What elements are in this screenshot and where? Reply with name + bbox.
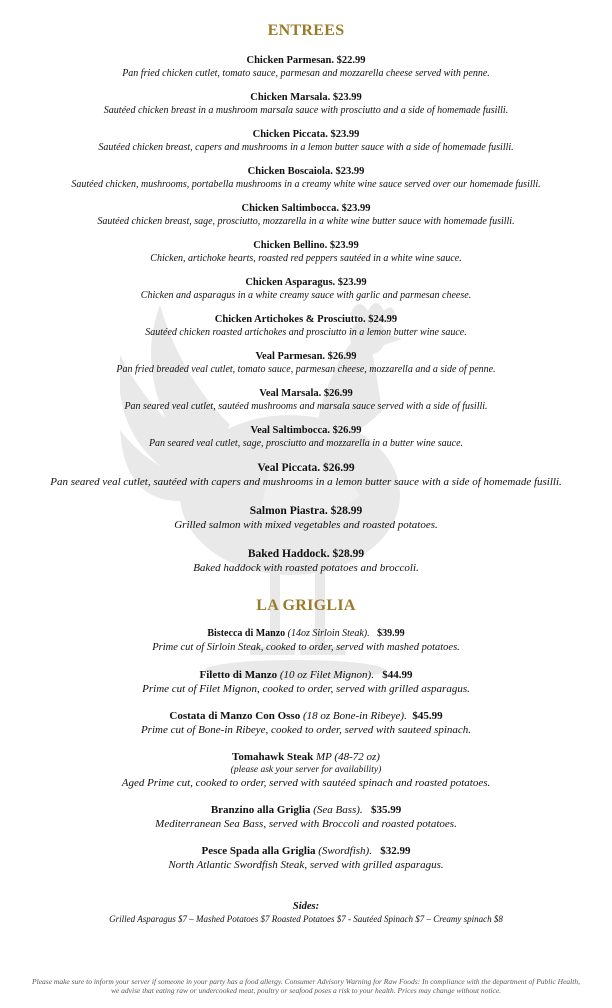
item-name: Chicken Parmesan. $22.99 <box>246 55 366 66</box>
griglia-heading: LA GRIGLIA <box>256 597 356 614</box>
item-description: Aged Prime cut, cooked to order, served with sautéed spinach and roasted potatoes. <box>121 777 491 789</box>
menu-item <box>14 165 598 191</box>
sides-section <box>14 900 598 925</box>
item-note: (please ask your server for availability) <box>230 765 382 775</box>
item-name: Veal Piccata. $26.99 <box>257 462 355 474</box>
item-size: (Sea Bass). <box>313 804 363 816</box>
item-name: Veal Parmesan. $26.99 <box>255 351 357 362</box>
item-description: Sautéed chicken breast, capers and mushrooms in a lemon butter sauce with a side of homemade fusilli. <box>98 142 514 153</box>
item-name-line <box>14 844 598 858</box>
menu-item <box>14 239 598 265</box>
allergy-disclaimer: Please make sure to inform your server if someone in your party has a food allergy. Consumer Advisory Warning for Raw Foods: In compliance with the department of Public Health, we advise that eating raw or undercooked meat, poultry or seafood poses a risk to your health. Prices may change without notice. <box>32 977 580 995</box>
item-name-line <box>14 803 598 817</box>
item-price: $39.99 <box>377 628 405 639</box>
item-size: (10 oz Filet Mignon). <box>279 669 374 681</box>
item-name: Costata di Manzo Con Osso <box>169 710 301 722</box>
item-name: Branzino alla Griglia <box>210 804 311 816</box>
item-size: MP (48-72 oz) <box>315 751 380 763</box>
item-description: Pan seared veal cutlet, sautéed mushrooms and marsala sauce served with a side of fusilli. <box>124 401 488 412</box>
item-description: Pan seared veal cutlet, sage, prosciutto and mozzarella in a butter wine sauce. <box>148 438 464 449</box>
menu-item <box>14 504 598 532</box>
item-name-line <box>14 627 598 641</box>
sides-list: Grilled Asparagus $7 – Mashed Potatoes $7 Roasted Potatoes $7 - Sautéed Spinach $7 – Creamy spinach $8 <box>109 914 503 924</box>
griglia-list <box>14 627 598 872</box>
item-description: Pan fried breaded veal cutlet, tomato sauce, parmesan cheese, mozzarella and a side of penne. <box>116 364 496 375</box>
menu-item <box>14 128 598 154</box>
item-name: Salmon Piastra. $28.99 <box>249 505 363 517</box>
sides-title: Sides: <box>292 901 320 912</box>
item-name: Chicken Boscaiola. $23.99 <box>247 166 365 177</box>
item-name: Chicken Asparagus. $23.99 <box>245 277 367 288</box>
item-name-line <box>14 709 598 723</box>
item-description: Sautéed chicken breast in a mushroom marsala sauce with prosciutto and a side of homemade fusilli. <box>103 105 509 116</box>
menu-item <box>14 313 598 339</box>
item-description: North Atlantic Swordfish Steak, served with grilled asparagus. <box>168 859 444 871</box>
item-name: Chicken Marsala. $23.99 <box>250 92 362 103</box>
entrees-heading: ENTREES <box>267 22 345 39</box>
item-description: Chicken, artichoke hearts, roasted red peppers sautéed in a white wine sauce. <box>150 253 462 264</box>
item-name: Chicken Artichokes & Prosciutto. $24.99 <box>214 314 398 325</box>
item-name: Veal Saltimbocca. $26.99 <box>250 425 362 436</box>
menu-item <box>14 803 598 831</box>
item-description: Chicken and asparagus in a white creamy sauce with garlic and parmesan cheese. <box>140 290 472 301</box>
menu-item <box>14 424 598 450</box>
menu-item <box>14 54 598 80</box>
item-name: Baked Haddock. $28.99 <box>247 548 365 560</box>
item-description: Prime cut of Bone-in Ribeye, cooked to order, served with sauteed spinach. <box>140 724 472 736</box>
item-description: Prime cut of Sirloin Steak, cooked to order, served with mashed potatoes. <box>152 642 460 653</box>
item-description: Prime cut of Filet Mignon, cooked to order, served with grilled asparagus. <box>142 683 470 695</box>
item-description: Pan seared veal cutlet, sautéed with capers and mushrooms in a lemon butter sauce with a side of homemade fusilli. <box>50 476 562 488</box>
item-size: (14oz Sirloin Steak). <box>287 628 370 639</box>
menu-item <box>14 709 598 737</box>
menu-item <box>14 844 598 872</box>
item-name: Chicken Saltimbocca. $23.99 <box>241 203 371 214</box>
menu-item <box>14 91 598 117</box>
item-description: Grilled salmon with mixed vegetables and roasted potatoes. <box>174 519 438 531</box>
menu-item <box>14 627 598 655</box>
item-size: (18 oz Bone-in Ribeye). <box>302 710 407 722</box>
item-name: Pesce Spada alla Griglia <box>201 845 316 857</box>
item-name: Bistecca di Manzo <box>207 628 286 639</box>
item-description: Sautéed chicken breast, sage, prosciutto, mozzarella in a white wine butter sauce with homemade fusilli. <box>97 216 515 227</box>
item-name: Filetto di Manzo <box>199 669 278 681</box>
item-name: Chicken Bellino. $23.99 <box>253 240 359 251</box>
entrees-list <box>14 54 598 575</box>
item-price: $45.99 <box>412 710 443 722</box>
item-description: Sautéed chicken, mushrooms, portabella mushrooms in a creamy white wine sauce served over our homemade fusilli. <box>71 179 541 190</box>
menu-item <box>14 750 598 790</box>
menu-item <box>14 202 598 228</box>
item-description: Mediterranean Sea Bass, served with Broccoli and roasted potatoes. <box>155 818 457 830</box>
menu-item <box>14 547 598 575</box>
item-size: (Swordfish). <box>318 845 372 857</box>
item-description: Baked haddock with roasted potatoes and broccoli. <box>193 562 419 574</box>
item-name: Veal Marsala. $26.99 <box>259 388 353 399</box>
item-name: Chicken Piccata. $23.99 <box>252 129 360 140</box>
item-name-line <box>14 750 598 764</box>
menu-item <box>14 387 598 413</box>
menu-item <box>14 276 598 302</box>
item-price: $35.99 <box>370 804 402 816</box>
item-name: Tomahawk Steak <box>232 751 314 763</box>
item-name-line <box>14 668 598 682</box>
item-price: $32.99 <box>380 845 411 857</box>
menu-item <box>14 668 598 696</box>
item-description: Pan fried chicken cutlet, tomato sauce, parmesan and mozzarella cheese served with penne. <box>122 68 490 79</box>
menu-item <box>14 350 598 376</box>
menu-item <box>14 461 598 489</box>
item-price: $44.99 <box>382 669 413 681</box>
item-description: Sautéed chicken roasted artichokes and prosciutto in a lemon butter wine sauce. <box>145 327 467 338</box>
